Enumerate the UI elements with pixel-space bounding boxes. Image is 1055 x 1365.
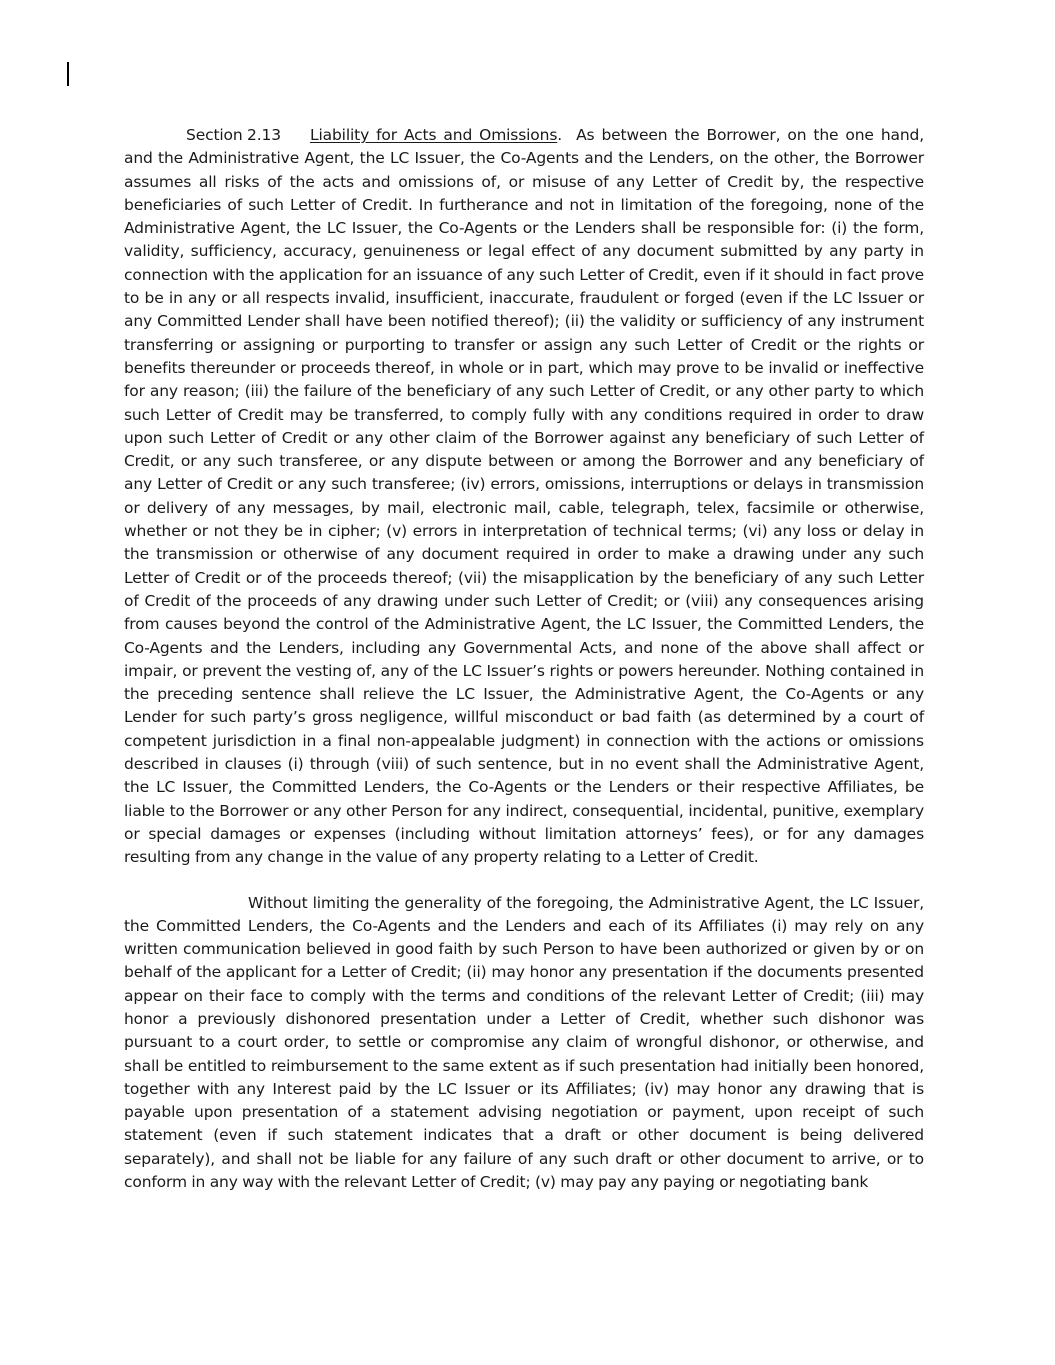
section-body-text: As between the Borrower, on the one hand, and the Administrative Agent, the LC Issuer, the Co-Agents and the Lenders, on the other, the Borrower assumes all risks of the acts and omissions of, or misuse of any Letter of Credit by, the respective beneficiaries of such Letter of Credit. In furtherance and not in limitation of the foregoing, none of the Administrative Agent, the LC Issuer, the Co-Agents or the Lenders shall be responsible for: (i) the form, validity, sufficiency, accuracy, genuineness or legal effect of any document submitted by any party in connection with the application for an issuance of any such Letter of Credit, even if it should in fact prove to be in any or all respects invalid, insufficient, inaccurate, fraudulent or forged (even if the LC Issuer or any Committed Lender shall have been notified thereof); (ii) the validity or sufficiency of any instrument transferring or assigning or purporting to transfer or assign any such Letter of Credit or the rights or benefits thereunder or proceeds thereof, in whole or in part, which may prove to be invalid or ineffective for any reason; (iii) the failure of the beneficiary of any such Letter of Credit, or any other party to which such Letter of Credit may be transferred, to comply fully with any conditions required in order to draw upon such Letter of Credit or any other claim of the Borrower against any beneficiary of such Letter of Credit, or any such transferee, or any dispute between or among the Borrower and any beneficiary of any Letter of Credit or any such transferee; (iv) errors, omissions, interruptions or delays in transmission or delivery of any messages, by mail, electronic mail, cable, telegraph, telex, facsimile or otherwise, whether or not they be in cipher; (v) errors in interpretation of technical terms; (vi) any loss or delay in the transmission or otherwise of any document required in order to make a drawing under any such Letter of Credit or of the proceeds thereof; (vii) the misapplication by the beneficiary of any such Letter of Credit of the proceeds of any drawing under such Letter of Credit; or (viii) any consequences arising from causes beyond the control of the Administrative Agent, the LC Issuer, the Committed Lenders, the Co-Agents and the Lenders, including any Governmental Acts, and none of the above shall affect or impair, or prevent the vesting of, any of the LC Issuer’s rights or powers hereunder. Nothing contained in the preceding sentence shall relieve the LC Issuer, the Administrative Agent, the Co-Agents or any Lender for such party’s gross negligence, willful misconduct or bad faith (as determined by a court of competent jurisdiction in a final non-appealable judgment) in connection with the actions or omissions described in clauses (i) through (viii) of such sentence, but in no event shall the Administrative Agent, the LC Issuer, the Committed Lenders, the Co-Agents or the Lenders or their respective Affiliates, be liable to the Borrower or any other Person for any indirect, consequential, incidental, punitive, exemplary or special damages or expenses (including without limitation attorneys’ fees), or for any damages resulting from any change in the value of any property relating to a Letter of Credit.	[124, 126, 924, 867]
text-cursor	[67, 62, 69, 86]
section-heading-period: .	[557, 126, 563, 144]
section-number: Section 2.13	[186, 126, 281, 144]
document-page	[124, 124, 924, 1194]
paragraph-2: Without limiting the generality of the foregoing, the Administrative Agent, the LC Issuer, the Committed Lenders, the Co-Agents and the Lenders and each of its Affiliates (i) may rely on any written communication believed in good faith by such Person to have been authorized or given by or on behalf of the applicant for a Letter of Credit; (ii) may honor any presentation if the documents presented appear on their face to comply with the terms and conditions of the relevant Letter of Credit; (iii) may honor a previously dishonored presentation under a Letter of Credit, whether such dishonor was pursuant to a court order, to settle or compromise any claim of wrongful dishonor, or otherwise, and shall be entitled to reimbursement to the same extent as if such presentation had initially been honored, together with any Interest paid by the LC Issuer or its Affiliates; (iv) may honor any drawing that is payable upon presentation of a statement advising negotiation or payment, upon receipt of such statement (even if such statement indicates that a draft or other document is being delivered separately), and shall not be liable for any failure of any such draft or other document to arrive, or to conform in any way with the relevant Letter of Credit; (v) may pay any paying or negotiating bank	[124, 893, 924, 1192]
section-paragraph	[124, 124, 924, 870]
section-heading: Liability for Acts and Omissions	[310, 126, 558, 144]
